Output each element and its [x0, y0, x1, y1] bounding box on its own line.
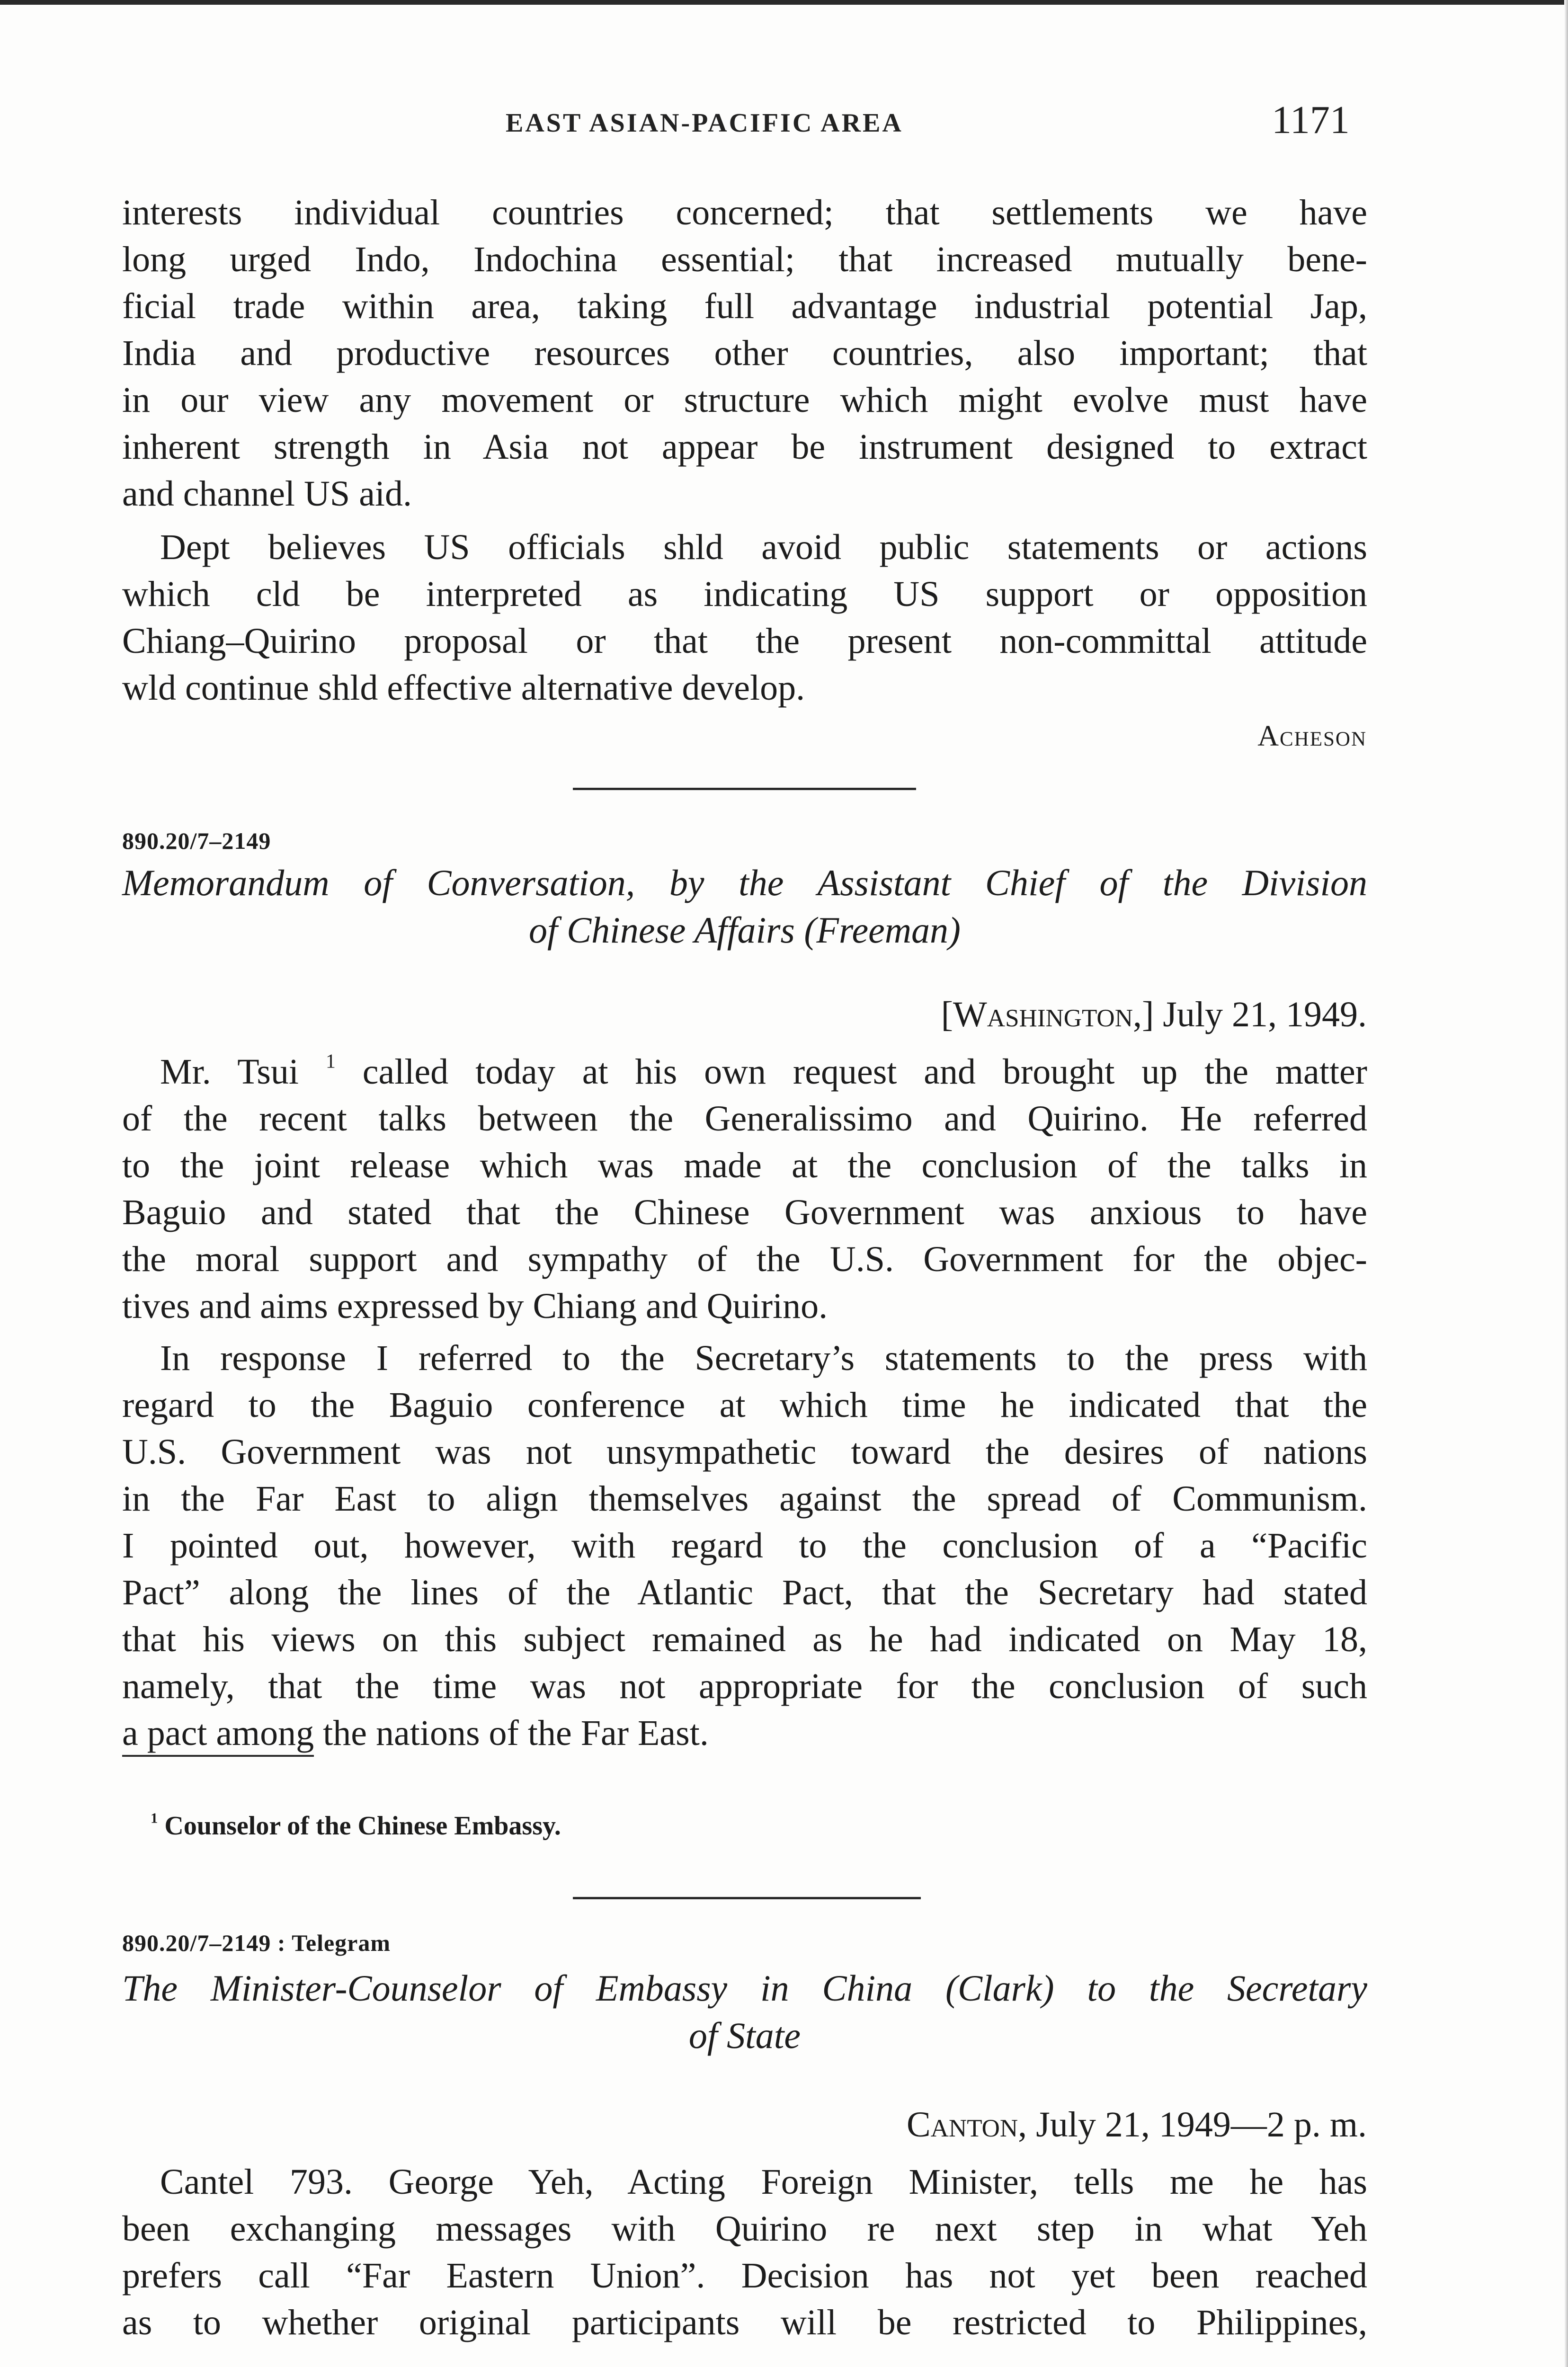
text-line: Chiang–Quirino proposal or that the present non-committal attitude: [122, 621, 1367, 661]
text-line: Pact” along the lines of the Atlantic Pact, that the Secretary had stated: [122, 1573, 1367, 1612]
text-line: Cantel 793. George Yeh, Acting Foreign Minister, tells me he has: [160, 2162, 1367, 2202]
text-line: interests individual countries concerned; that settlements we have: [122, 193, 1367, 232]
dateline-date: July 21, 1949.: [1163, 995, 1367, 1034]
text-line: of the recent talks between the Generalissimo and Quirino. He referred: [122, 1099, 1367, 1139]
text-line: tives and aims expressed by Chiang and Quirino.: [122, 1286, 828, 1326]
text-line: India and productive resources other countries, also important; that: [122, 333, 1367, 373]
doc1-file-number: 890.20/7–2149: [122, 828, 271, 854]
dateline-place: [Washington,]: [941, 995, 1154, 1034]
text-line: In response I referred to the Secretary’s statements to the press with: [160, 1338, 1367, 1378]
dateline-date: July 21, 1949—2 p. m.: [1036, 2105, 1367, 2145]
section1-paragraph-1: [122, 189, 1367, 517]
text-line: the moral support and sympathy of the U.S. Government for the objec-: [122, 1239, 1367, 1279]
doc2-title: [122, 1965, 1367, 2059]
footnote-rule: [122, 1755, 314, 1757]
text-line: prefers call “Far Eastern Union”. Decision has not yet been reached: [122, 2256, 1367, 2296]
text-line: U.S. Government was not unsympathetic toward the desires of nations: [122, 1432, 1367, 1472]
title-line: of State: [688, 2015, 801, 2056]
title-line: of Chinese Affairs (Freeman): [528, 909, 961, 951]
footnote-marker: 1: [151, 1810, 158, 1826]
text-line: a pact among the nations of the Far East.: [122, 1713, 709, 1753]
text-line: I pointed out, however, with regard to the conclusion of a “Pacific: [122, 1526, 1367, 1566]
doc1-dateline: [941, 994, 1367, 1035]
footnote-reference: 1: [325, 1050, 336, 1073]
speaker-name: Mr. Tsui: [160, 1052, 299, 1092]
section-divider: [573, 788, 916, 790]
text-line: ficial trade within area, taking full advantage industrial potential Jap,: [122, 286, 1367, 326]
text-line: inherent strength in Asia not appear be instrument designed to extract: [122, 427, 1367, 467]
doc1-title: [122, 859, 1367, 954]
line-continuation: called today at his own request and brought up the matter: [335, 1052, 1367, 1092]
text-line: to the joint release which was made at the conclusion of the talks in: [122, 1146, 1367, 1185]
doc2-file-number: 890.20/7–2149 : Telegram: [122, 1930, 391, 1956]
doc1-paragraph-2: [122, 1335, 1367, 1757]
text-line: and channel US aid.: [122, 474, 412, 514]
title-line: The Minister-Counselor of Embassy in China (Clark) to the Secretary: [122, 1967, 1367, 2009]
text-line: [122, 1049, 1367, 1095]
text-line: namely, that the time was not appropriate for the conclusion of such: [122, 1666, 1367, 1706]
text-line: regard to the Baguio conference at which time he indicated that the: [122, 1385, 1367, 1425]
text-line: been exchanging messages with Quirino re next step in what Yeh: [122, 2209, 1367, 2249]
running-head: EAST ASIAN-PACIFIC AREA: [506, 108, 903, 138]
text-line: Dept believes US officials shld avoid public statements or actions: [160, 527, 1367, 567]
dateline-place: Canton,: [906, 2105, 1027, 2145]
text-line: long urged Indo, Indochina essential; that increased mutually bene-: [122, 240, 1367, 279]
text-line: in our view any movement or structure which might evolve must have: [122, 380, 1367, 420]
footnote: [151, 1811, 561, 1841]
page-number: 1171: [1272, 98, 1350, 142]
text-line: in the Far East to align themselves against the spread of Communism.: [122, 1479, 1367, 1519]
text-line: Baguio and stated that the Chinese Government was anxious to have: [122, 1192, 1367, 1232]
text-line: wld continue shld effective alternative develop.: [122, 668, 805, 708]
top-edge-rule: [0, 0, 1568, 5]
text-line: which cld be interpreted as indicating US support or opposition: [122, 574, 1367, 614]
section-divider: [573, 1897, 921, 1899]
title-line: Memorandum of Conversation, by the Assistant Chief of the Division: [122, 862, 1367, 903]
doc2-paragraph-1: [122, 2159, 1367, 2346]
section1-paragraph-2: [122, 524, 1367, 712]
doc2-dateline: [907, 2104, 1367, 2145]
signature-acheson: Acheson: [1257, 720, 1367, 752]
text-line: as to whether original participants will be restricted to Philippines,: [122, 2303, 1367, 2342]
page-edge-shadow: [1564, 0, 1568, 2367]
doc1-paragraph-1: [122, 1049, 1367, 1330]
text-line: that his views on this subject remained as he had indicated on May 18,: [122, 1620, 1367, 1659]
footnote-text: Counselor of the Chinese Embassy.: [158, 1811, 561, 1841]
